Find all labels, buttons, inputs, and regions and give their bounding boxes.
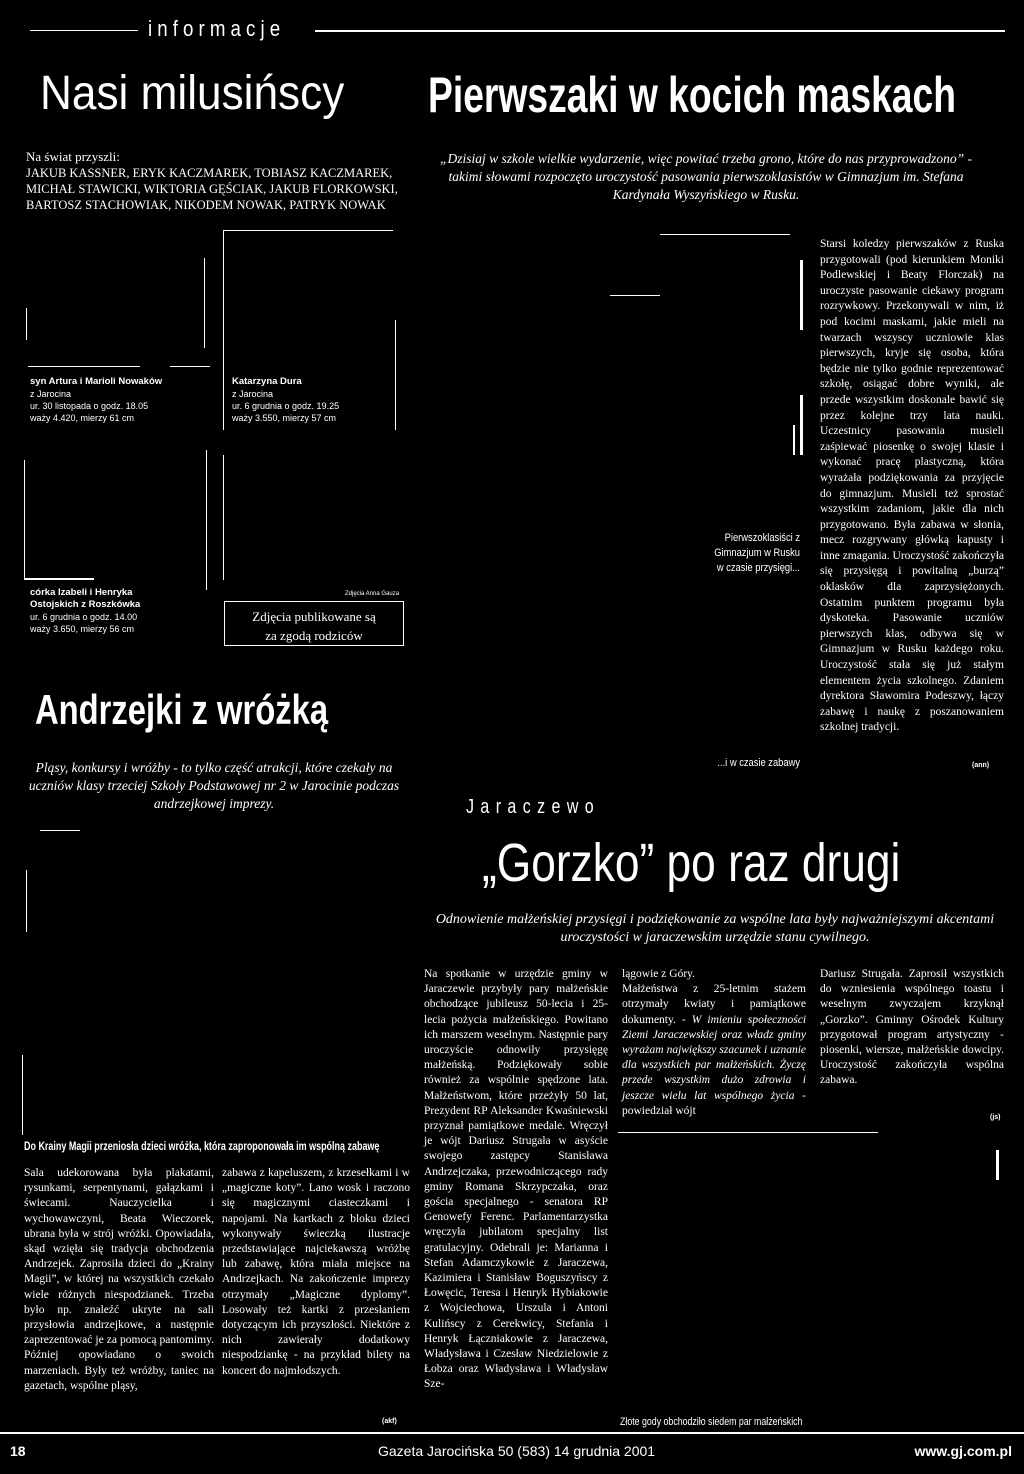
gorzko-col2-quote: W imieniu społeczności Ziemi Jaraczewskiej oraz władz gminy wyrażam największy szacunek i uznanie dla wszystkich par małżeńskich. Życzę przede wszystkim dużo zdrowia i jeszcze wielu lat wspólnego życia (622, 1013, 807, 1102)
andrzejki-photo (20, 830, 420, 1130)
header-rule-left (30, 30, 138, 31)
notice-line-2: za zgodą rodziców (265, 628, 363, 643)
andrzejki-caption: Do Krainy Magii przeniosła dzieci wróżka, która zaproponowała im wspólną zabawę (24, 1141, 380, 1153)
andrzejki-title: Andrzejki z wróżką (35, 686, 329, 733)
baby-caption-2: Katarzyna Dura z Jarocina ur. 6 grudnia o godz. 19.25 waży 3.550, mierzy 57 cm (232, 376, 340, 423)
paper-info: Gazeta Jarocińska 50 (583) 14 grudnia 2001 (378, 1443, 656, 1459)
gorzko-signature: (js) (990, 1114, 1001, 1121)
andrzejki-col2: zabawa z kapeluszem, z krzesełkami i w „magiczne koty”. Lano wosk i raczono się magicznymi ciasteczkami i napojami. Na kartkach z bloku dzieci wykonywały świeczką ilustracje przedstawiające najciekawszą wróżbę lub zabawę, która miała miejsce na Andrzejkach. Na zakończenie imprezy otrzymały „Magiczne dyplomy”. Losowały też kartki z przesłaniem dotyczącym ich przyszłości. Niektóre z nich zawierały dodatkowy niespodziankę - na przykład bilety na koncert do najmłodszych. (222, 1167, 410, 1377)
gorzko-photo (618, 1130, 1010, 1420)
gorzko-title: „Gorzko” po raz drugi (482, 833, 901, 893)
gorzko-col2 (622, 967, 806, 1119)
baby-caption-3: córka Izabeli i Henryka Ostojskich z Roszkówka ur. 6 grudnia o godz. 14.00 waży 3.650, mierzy 56 cm (30, 587, 141, 634)
publication-notice (224, 601, 404, 646)
andrzejki-col1: Sala udekorowana była plakatami, rysunkami, serpentynami, gałązkami i świecami. Nauczycielka i wychowawczyni, Beata Wieczorek, ubrana była w strój wróżki. Opowiadała, skąd wzięła się tradycja obchodzenia Andrzejek. Zaprosiła dzieci do „Krainy Magii”, w której na wszystkich czekało wiele różnych niespodzianek. Trzeba było np. znaleźć ukryte na sali przysłowia andrzejkowe, a następnie zaprezentować je za pomocą pantomimy. Później opowiadano o swoich marzeniach. Były też wróżby, taniec na gazetach, wspólne pląsy, (24, 1167, 214, 1392)
gorzko-caption: Złote gody obchodziło siedem par małżeńskich (620, 1416, 803, 1428)
baby-caption-1: syn Artura i Marioli Nowaków z Jarocina ur. 30 listopada o godz. 18.05 waży 4.420, mierzy 61 cm (30, 376, 163, 423)
section-label: informacje (148, 16, 286, 41)
pierwszaki-title: Pierwszaki w kocich maskach (428, 67, 956, 123)
page-number: 18 (10, 1443, 26, 1459)
milusinscy-names-1: JAKUB KASSNER, ERYK KACZMAREK, TOBIASZ KACZMAREK, (26, 166, 393, 180)
andrzejki-signature: (akf) (382, 1418, 397, 1425)
pierwszaki-body: Starsi koledzy pierwszaków z Ruska przygotowali (pod kierunkiem Moniki Podlewskiej i Beaty Florczak) na uroczyste pasowanie ciekawy program rozrywkowy. Przekonywali w nim, iż pod kocimi maskami, jakie mieli na twarzach wszyscy uczniowie klas pierwszych, kryje się osoba, która będzie nie tylko godnie reprezentować szkołę, osiągać dobre wyniki, ale przede wszystkim doskonale bawić się przez kolejne trzy lata nauki. Uczestnicy pasowania musieli zaśpiewać piosenkę o swojej klasie i wykonać pracę plastyczną, która wyrażała podziękowania za przyjęcie do gimnazjum. Musieli też sprostać wszystkim zadaniom, jakie dla nich przygotowano. Była zabawa w słonia, mecz rozgrywany główką kapusty i inne zmagania. Uroczystość zakończyła się przysięgą i powitalną „burzą” oklasków dla zaprzysiężonych. Ostatnim punktem programu była dyskoteka. Pasowanie uczniów pierwszych klas, odbywa się w Gimnazjum w Rusku każdego roku. Uroczystość stała się już stałym elementem życia szkolnego. Zdaniem dyrektora Sławomira Podeszwy, łączy zabawę i naukę z poszanowaniem szkolnej tradycji. (820, 238, 1004, 734)
header-rule-right (315, 30, 1005, 32)
gorzko-col2-d: - powiedział wójt (622, 1089, 806, 1117)
paper-url[interactable]: www.gj.com.pl (914, 1443, 1012, 1459)
gorzko-col1: Na spotkanie w urzędzie gminy w Jaraczewie przybyły pary małżeńskie obchodzące jubileusz 50-lecia i 25-lecia pożycia małżeńskiego. Powitano ich marszem weselnym. Następnie pary uroczyście odnowiły przysięgę małżeńską. Podziękowały sobie również za wspólnie spędzone lata. Małżeństwom, które przeżyły 50 lat, Prezydent RP Aleksander Kwaśniewski przyznał pamiątkowe medale. Wręczył je wójt Dariusz Strugała w asyście swojego zastępcy Stanisława Andrzejczaka, przewodniczącego rady gminy Romana Skrzypczaka, oraz gościa specjalnego - senatora RP Genowefy Ferenc. Parlamentarzystka wręczyła jubilatom specjalny list gratulacyjny. Odebrali je: Marianna i Stefan Adamczykowie z Jaraczewa, Kazimiera i Stanisław Boguszyńscy z Łowęcic, Teresa i Henryk Hybiakowie z Wojciechowa, Urszula i Antoni Kulińscy z Cerekwicy, Stefania i Henryk Łączniakowie z Jaraczewa, Władysława i Czesław Niedzielowie z Łobza oraz Władysława i Władysław Sze- (424, 968, 608, 1391)
notice-line-1: Zdjęcia publikowane są (252, 609, 376, 624)
gorzko-kicker: Jaraczewo (466, 796, 601, 818)
pierwszaki-caption-2: ...i w czasie zabawy (717, 757, 800, 769)
pierwszaki-signature: (ann) (972, 762, 990, 769)
milusinscy-intro: Na świat przyszli: (26, 149, 120, 164)
footer-rule (0, 1432, 1024, 1434)
milusinscy-title: Nasi milusińscy (40, 67, 345, 120)
milusinscy-names-3: BARTOSZ STACHOWIAK, NIKODEM NOWAK, PATRYK NOWAK (26, 198, 386, 212)
gorzko-col3: Dariusz Strugała. Zaprosił wszystkich do wzniesienia wspólnego toastu i weselnym zwyczajem krzyknął „Gorzko”. Gminny Ośrodek Kultury przygotował program artystyczny - piosenki, wiersze, małżeńskie dowcipy. Uroczystość zakończyła wspólna zabawa. (820, 968, 1004, 1087)
gorzko-col2-a: lągowie z Góry. (622, 968, 696, 980)
photo-credit: Zdjęcia Anna Gauza (345, 591, 400, 597)
milusinscy-names-2: MICHAŁ STAWICKI, WIKTORIA GĘŚCIAK, JAKUB FLORKOWSKI, (26, 182, 398, 196)
pierwszaki-caption-1: Pierwszoklasiści z Gimnazjum w Rusku w czasie przysięgi... (714, 532, 800, 574)
pierwszaki-lead: „Dzisiaj w szkole wielkie wydarzenie, więc powitać trzeba grono, które do nas przyprowadzono” - takimi słowami rozpoczęto uroczystość pasowania pierwszoklasistów w Gimnazjum im. Stefana Kardynała Wyszyńskiego w Rusku. (439, 151, 973, 202)
gorzko-col2-b: Małżeństwa z 25-letnim stażem otrzymały kwiaty i pamiątkowe dokumenty. - (622, 983, 806, 1026)
gorzko-lead: Odnowienie małżeńskiej przysięgi i podziękowanie za wspólne lata były najważniejszymi akcentami uroczystości w jaraczewskim urzędzie stanu cywilnego. (435, 912, 995, 945)
photo-frame-line (223, 455, 224, 580)
andrzejki-lead: Pląsy, konkursy i wróżby - to tylko część atrakcji, które czekały na uczniów klasy trzeciej Szkoły Podstawowej nr 2 w Jarocinie podczas andrzejkowej imprezy. (28, 760, 400, 811)
